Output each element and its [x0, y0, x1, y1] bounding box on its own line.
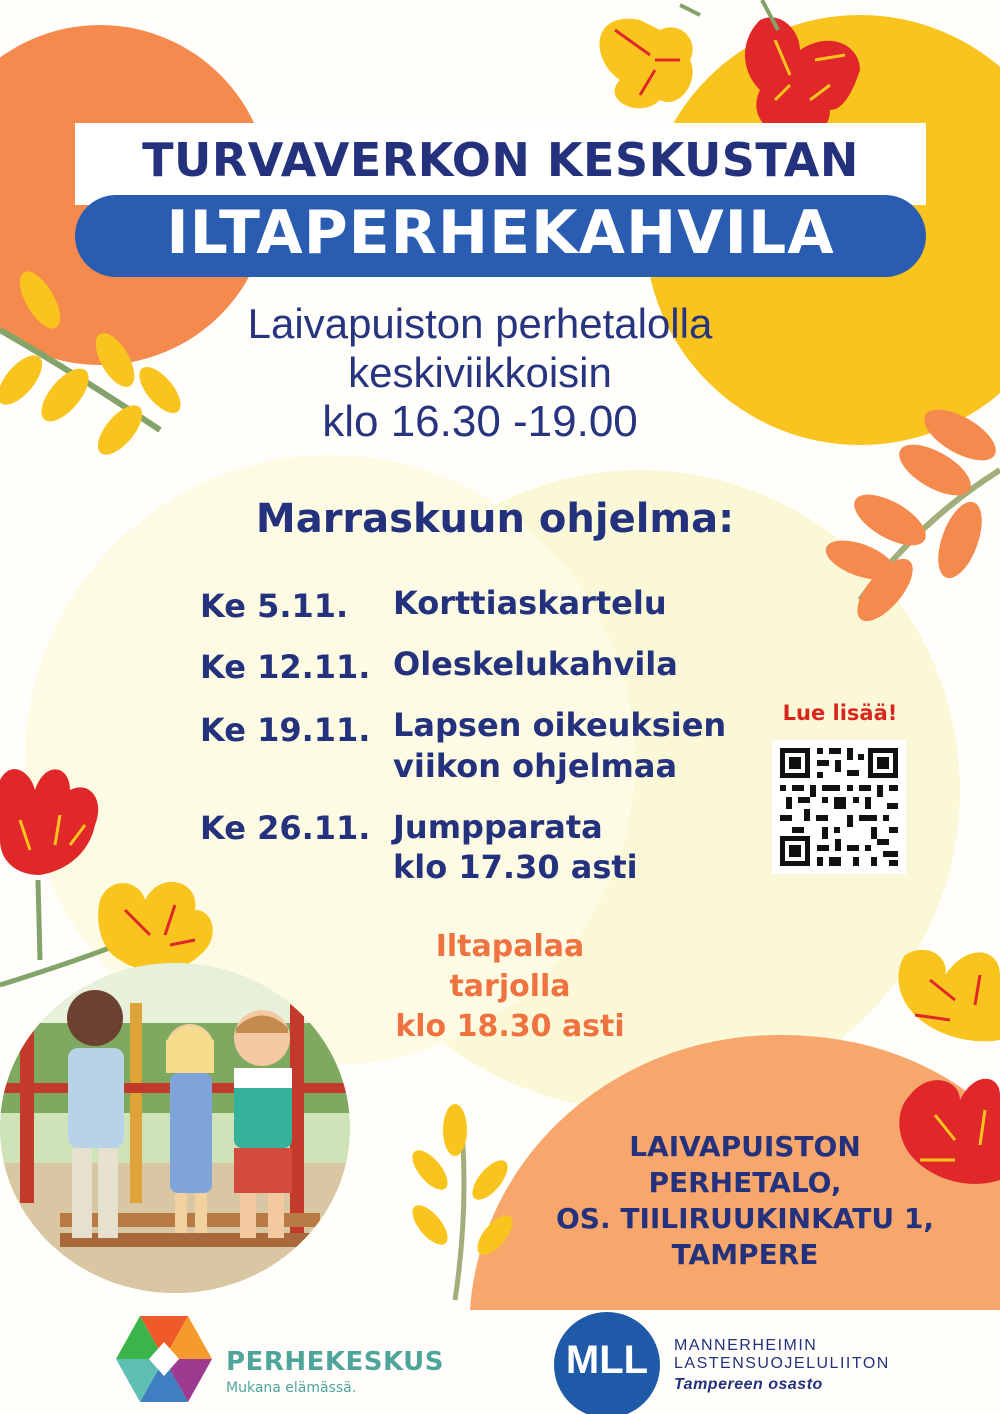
perhekeskus-name: PERHEKESKUS — [226, 1347, 445, 1377]
snack-line-2: tarjolla — [449, 969, 571, 1004]
perhekeskus-logo-icon — [112, 1312, 216, 1406]
address-line-2: PERHETALO, — [648, 1166, 842, 1199]
yellow-flower-right — [898, 950, 1000, 1042]
title-line-1: TURVAVERKON KESKUSTAN — [142, 133, 859, 187]
mll-abbr: MLL — [565, 1338, 649, 1382]
children-photo — [0, 963, 350, 1293]
mll-name-line-1: MANNERHEIMIN — [674, 1337, 818, 1354]
address-line-3: OS. TIILIRUUKINKATU 1, — [555, 1202, 935, 1235]
program-date: Ke 5.11. — [200, 587, 349, 625]
location-line-2: keskiviikkoisin — [348, 349, 612, 396]
time-line: klo 16.30 -19.00 — [322, 397, 638, 446]
qr-code[interactable] — [772, 740, 906, 874]
yellow-flower-top — [600, 5, 700, 108]
location-line-1: Laivapuiston perhetalolla — [247, 300, 713, 347]
program-date: Ke 12.11. — [200, 648, 371, 686]
address-block — [540, 1129, 950, 1273]
snack-line-1: Iltapalaa — [435, 929, 585, 964]
qr-label: Lue lisää! — [782, 701, 898, 725]
program-date: Ke 19.11. — [200, 711, 371, 749]
children-playground-image — [0, 963, 350, 1293]
perhekeskus-tagline: Mukana elämässä. — [226, 1380, 357, 1396]
qr-code-icon — [772, 740, 906, 874]
program-desc-continued: viikon ohjelmaa — [393, 747, 678, 785]
snack-line-3: klo 18.30 asti — [395, 1009, 625, 1044]
program-date: Ke 26.11. — [200, 809, 371, 847]
snack-note — [380, 927, 640, 1047]
mll-branch: Tampereen osasto — [674, 1376, 823, 1393]
mll-name-line-2: LASTENSUOJELULIITON — [674, 1355, 890, 1372]
program-desc: Korttiaskartelu — [393, 584, 667, 622]
program-desc: Oleskelukahvila — [393, 645, 678, 683]
program-desc: Jumpparata — [393, 808, 603, 846]
title-line-2: ILTAPERHEKAHVILA — [166, 198, 835, 268]
program-desc-continued: klo 17.30 asti — [393, 848, 638, 886]
program-desc: Lapsen oikeuksien — [393, 706, 727, 744]
address-line-4: TAMPERE — [671, 1238, 819, 1271]
program-heading: Marraskuun ohjelma: — [255, 496, 735, 542]
address-line-1: LAIVAPUISTON — [629, 1130, 861, 1163]
